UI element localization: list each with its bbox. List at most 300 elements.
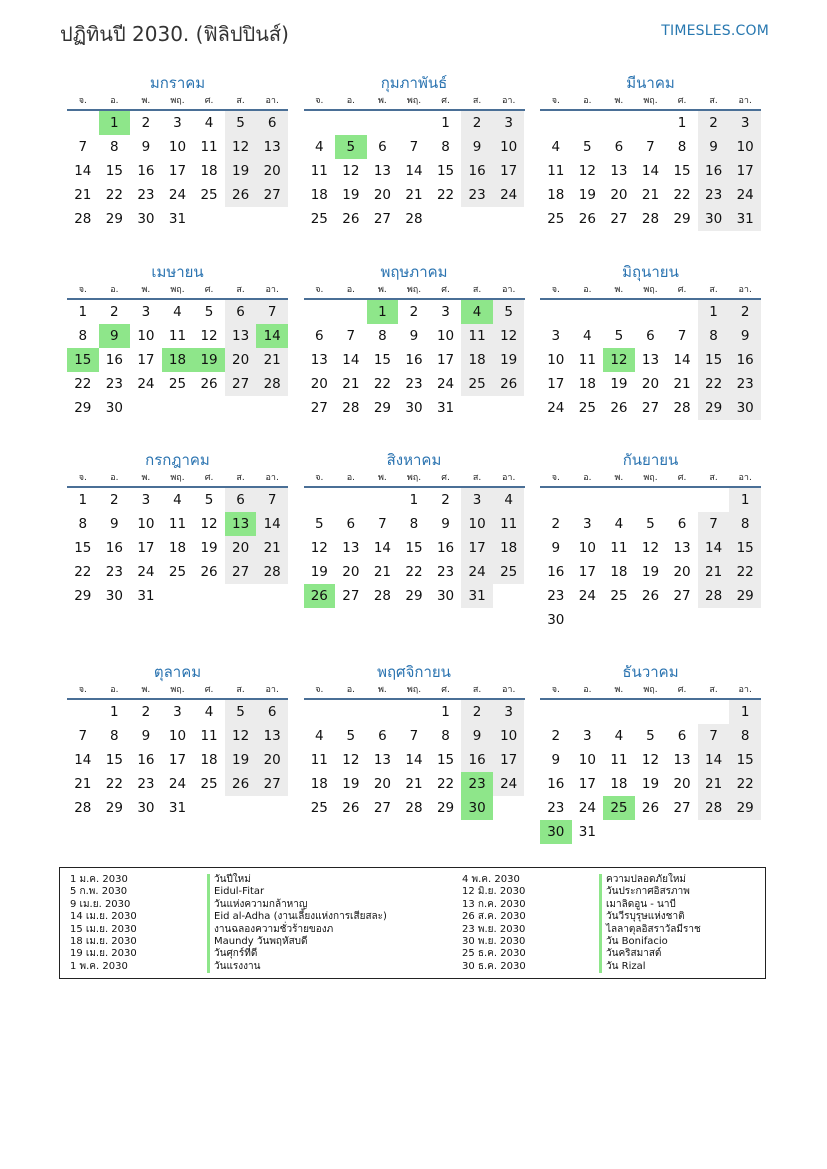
weekday-label: จ. [551, 473, 560, 483]
weekday-header [540, 683, 761, 700]
day-cell: 10 [493, 724, 525, 748]
day-cell: 21 [342, 376, 360, 392]
day-cell: 22 [105, 776, 123, 792]
day-cell: 11 [310, 163, 328, 179]
day-cell: 17 [461, 536, 493, 560]
weekday-label: อา. [265, 96, 279, 106]
day-cell: 11 [461, 324, 493, 348]
empty-day-cell [225, 584, 257, 608]
weekday-header [304, 94, 525, 111]
empty-day-cell [603, 608, 635, 632]
day-cell: 10 [578, 540, 596, 556]
empty-day-cell [572, 300, 604, 324]
day-cell: 23 [436, 564, 455, 580]
day-cell: 19 [578, 187, 596, 203]
day-cell: 8 [698, 324, 730, 348]
day-cell: 13 [673, 540, 691, 556]
week-row [304, 748, 525, 772]
empty-day-cell [493, 584, 525, 608]
day-cell: 4 [461, 300, 493, 324]
day-cell: 11 [578, 352, 596, 368]
day-cell: 2 [141, 115, 151, 131]
day-cell: 30 [698, 207, 730, 231]
day-cell: 11 [168, 516, 187, 532]
week-row [304, 396, 525, 420]
holiday-name: วันวีรบุรุษแห่งชาติ [599, 911, 685, 923]
day-cell: 16 [137, 752, 155, 768]
day-cell: 23 [105, 564, 123, 580]
day-cell: 27 [256, 183, 288, 207]
empty-day-cell [493, 207, 525, 231]
week-row [540, 560, 761, 584]
holiday-name: วันคริสมาสต์ [599, 948, 661, 960]
week-row [540, 608, 761, 632]
day-cell: 16 [547, 776, 565, 792]
week-row [304, 207, 525, 231]
day-cell: 8 [441, 139, 450, 155]
day-cell: 2 [461, 700, 493, 724]
week-row [67, 772, 288, 796]
weekday-label: พฤ. [643, 285, 658, 295]
holiday-name: วันแรงงาน [207, 961, 260, 973]
empty-day-cell [540, 488, 572, 512]
weekday-label: อา. [738, 685, 752, 695]
month-block [540, 261, 761, 420]
weekday-label: ส. [472, 285, 482, 295]
day-cell: 20 [641, 376, 660, 392]
day-cell: 26 [304, 584, 336, 608]
day-cell: 12 [200, 328, 218, 344]
day-cell: 5 [583, 139, 592, 155]
day-cell: 22 [698, 372, 730, 396]
empty-day-cell [603, 111, 635, 135]
holiday-column-left [60, 874, 387, 973]
holiday-date: 5 ก.พ. 2030 [70, 886, 128, 898]
weekday-label: อา. [738, 285, 752, 295]
month-row [67, 72, 761, 231]
day-cell: 16 [405, 352, 423, 368]
day-cell: 21 [373, 564, 391, 580]
day-cell: 3 [583, 728, 592, 744]
empty-day-cell [635, 700, 667, 724]
day-cell: 23 [729, 372, 761, 396]
day-cell: 21 [74, 187, 92, 203]
day-cell: 16 [105, 352, 123, 368]
empty-day-cell [729, 608, 761, 632]
day-cell: 30 [547, 612, 565, 628]
day-cell: 5 [646, 728, 655, 744]
month-row [67, 449, 761, 632]
day-cell: 14 [405, 752, 423, 768]
weekday-label: อ. [346, 285, 355, 295]
month-name: พฤษภาคม [380, 263, 448, 281]
weekday-label: อ. [583, 96, 592, 106]
day-cell: 23 [137, 187, 155, 203]
day-cell: 23 [105, 376, 123, 392]
week-row [304, 512, 525, 536]
day-cell: 6 [378, 728, 387, 744]
week-row [304, 772, 525, 796]
day-cell: 5 [646, 516, 655, 532]
weekday-header [540, 283, 761, 300]
day-cell: 13 [256, 135, 288, 159]
month-name: กรกฎาคม [145, 451, 210, 469]
day-cell: 9 [409, 328, 419, 344]
month-block [304, 449, 525, 632]
empty-day-cell [493, 396, 525, 420]
week-row [304, 796, 525, 820]
day-cell: 23 [547, 800, 565, 816]
day-cell: 14 [698, 748, 730, 772]
day-cell: 11 [610, 540, 628, 556]
empty-day-cell [461, 207, 493, 231]
week-row [540, 748, 761, 772]
empty-day-cell [130, 396, 162, 420]
day-cell: 12 [225, 724, 257, 748]
day-cell: 26 [641, 800, 660, 816]
empty-day-cell [256, 207, 288, 231]
day-cell: 4 [614, 516, 624, 532]
day-cell: 6 [225, 488, 257, 512]
empty-day-cell [225, 396, 257, 420]
holiday-date: 9 เม.ย. 2030 [70, 898, 131, 910]
empty-day-cell [698, 700, 730, 724]
weekday-header [67, 471, 288, 488]
day-cell: 10 [137, 328, 155, 344]
week-row [67, 584, 288, 608]
empty-day-cell [256, 396, 288, 420]
day-cell: 22 [105, 187, 123, 203]
day-cell: 23 [461, 772, 493, 796]
day-cell: 19 [641, 776, 660, 792]
day-cell: 24 [137, 376, 155, 392]
month-block [67, 661, 288, 844]
day-cell: 19 [610, 376, 628, 392]
day-cell: 13 [610, 163, 628, 179]
day-cell: 6 [256, 700, 288, 724]
month-row [67, 661, 761, 844]
weekday-label: อา. [265, 685, 279, 695]
holiday-list [59, 867, 766, 979]
empty-day-cell [635, 608, 667, 632]
day-cell: 1 [698, 300, 730, 324]
holiday-name: วัน Bonifacio [599, 936, 668, 948]
month-name: กุมภาพันธ์ [380, 74, 448, 92]
day-cell: 29 [729, 796, 761, 820]
weekday-label: อ. [346, 96, 355, 106]
day-cell: 27 [342, 588, 360, 604]
empty-day-cell [635, 111, 667, 135]
weekday-label: ส. [472, 685, 482, 695]
day-cell: 21 [256, 536, 288, 560]
day-cell: 31 [436, 400, 455, 416]
day-cell: 28 [405, 800, 423, 816]
day-cell: 30 [729, 396, 761, 420]
holiday-item [60, 886, 387, 898]
day-cell: 15 [105, 163, 123, 179]
empty-day-cell [225, 796, 257, 820]
day-cell: 27 [225, 372, 257, 396]
month-block [67, 72, 288, 231]
weekday-label: อ. [583, 685, 592, 695]
holiday-item [452, 924, 701, 936]
day-cell: 20 [225, 348, 257, 372]
week-row [67, 796, 288, 820]
day-cell: 3 [729, 111, 761, 135]
empty-day-cell [335, 111, 367, 135]
day-cell: 3 [461, 488, 493, 512]
day-cell: 1 [99, 111, 131, 135]
day-cell: 19 [193, 348, 225, 372]
day-cell: 7 [698, 512, 730, 536]
day-cell: 3 [141, 304, 151, 320]
holiday-item [452, 874, 701, 886]
weekday-label: พ. [141, 473, 151, 483]
day-cell: 13 [342, 540, 360, 556]
weekday-label: อา. [738, 473, 752, 483]
week-row [67, 300, 288, 324]
weekday-label: ส. [709, 473, 718, 483]
week-row [304, 724, 525, 748]
day-cell: 7 [78, 139, 88, 155]
day-cell: 3 [493, 700, 525, 724]
holiday-name: ไลลาตุลอิสราวัลมีราช [599, 924, 701, 936]
weekday-label: จ. [551, 96, 560, 106]
day-cell: 13 [641, 352, 660, 368]
day-cell: 6 [677, 728, 687, 744]
day-cell: 17 [578, 564, 596, 580]
day-cell: 30 [105, 588, 123, 604]
day-cell: 11 [610, 752, 628, 768]
day-cell: 15 [436, 752, 455, 768]
day-cell: 1 [78, 492, 88, 508]
day-cell: 10 [578, 752, 596, 768]
day-cell: 5 [493, 300, 525, 324]
day-cell: 8 [677, 139, 687, 155]
day-cell: 25 [493, 560, 525, 584]
day-cell: 28 [342, 400, 360, 416]
weekday-label: จ. [315, 685, 324, 695]
empty-day-cell [162, 396, 194, 420]
weekday-label: ศ. [441, 285, 450, 295]
day-cell: 11 [310, 752, 328, 768]
week-row [67, 159, 288, 183]
month-name: สิงหาคม [386, 451, 442, 469]
day-cell: 19 [342, 187, 360, 203]
holiday-column-right [452, 874, 701, 973]
day-cell: 22 [436, 187, 455, 203]
weekday-label: จ. [78, 685, 87, 695]
holiday-item [60, 899, 387, 911]
week-row [540, 348, 761, 372]
day-cell: 12 [641, 752, 660, 768]
weekday-label: ศ. [677, 685, 687, 695]
day-cell: 9 [141, 728, 151, 744]
week-row [540, 512, 761, 536]
day-cell: 11 [493, 512, 525, 536]
weekday-label: อ. [110, 96, 119, 106]
day-cell: 2 [698, 111, 730, 135]
empty-day-cell [635, 488, 667, 512]
empty-day-cell [304, 300, 336, 324]
empty-day-cell [698, 608, 730, 632]
day-cell: 20 [673, 776, 691, 792]
week-row [67, 348, 288, 372]
day-cell: 2 [441, 492, 450, 508]
empty-day-cell [603, 300, 635, 324]
day-cell: 13 [225, 512, 257, 536]
page-title: ปฏิทินปี 2030. (ฟิลิปปินส์) [60, 22, 289, 46]
empty-day-cell [666, 700, 698, 724]
brand-link[interactable]: TIMESLES.COM [661, 23, 769, 39]
day-cell: 18 [493, 536, 525, 560]
month-name: มิถุนายน [622, 263, 679, 281]
weekday-label: อา. [501, 473, 516, 483]
holiday-date: 19 เม.ย. 2030 [70, 948, 137, 960]
day-cell: 6 [256, 111, 288, 135]
day-cell: 30 [540, 820, 572, 844]
day-cell: 3 [141, 492, 151, 508]
weekday-label: ส. [236, 473, 245, 483]
day-cell: 27 [373, 800, 391, 816]
day-cell: 18 [610, 776, 628, 792]
weekday-label: ศ. [204, 473, 214, 483]
weekday-label: ศ. [204, 96, 214, 106]
weekday-header [304, 283, 525, 300]
day-cell: 12 [603, 348, 635, 372]
month-name: มกราคม [149, 74, 206, 92]
week-row [304, 372, 525, 396]
empty-day-cell [729, 820, 761, 844]
day-cell: 26 [342, 800, 360, 816]
day-cell: 13 [256, 724, 288, 748]
day-cell: 25 [310, 211, 328, 227]
day-cell: 28 [698, 796, 730, 820]
day-cell: 14 [405, 163, 423, 179]
day-cell: 8 [378, 328, 387, 344]
day-cell: 4 [614, 728, 624, 744]
month-name: เมษายน [151, 263, 204, 281]
day-cell: 15 [698, 348, 730, 372]
day-cell: 18 [200, 752, 218, 768]
day-cell: 7 [409, 139, 419, 155]
week-row [540, 396, 761, 420]
day-cell: 5 [335, 135, 367, 159]
month-name: มีนาคม [626, 74, 675, 92]
day-cell: 24 [168, 776, 187, 792]
day-cell: 31 [578, 824, 596, 840]
day-cell: 18 [310, 187, 328, 203]
weekday-label: ส. [472, 473, 482, 483]
empty-day-cell [572, 488, 604, 512]
day-cell: 5 [614, 328, 624, 344]
weekday-label: พฤ. [406, 96, 422, 106]
day-cell: 16 [461, 748, 493, 772]
weekday-header [540, 471, 761, 488]
day-cell: 22 [673, 187, 691, 203]
day-cell: 18 [200, 163, 218, 179]
day-cell: 4 [314, 728, 324, 744]
day-cell: 26 [342, 211, 360, 227]
day-cell: 2 [551, 728, 561, 744]
day-cell: 20 [610, 187, 628, 203]
empty-day-cell [572, 111, 604, 135]
day-cell: 29 [729, 584, 761, 608]
month-name: พฤศจิกายน [377, 663, 451, 681]
day-cell: 12 [225, 135, 257, 159]
day-cell: 3 [173, 115, 182, 131]
day-cell: 3 [173, 704, 182, 720]
weekday-label: ศ. [677, 96, 687, 106]
holiday-date: 30 ธ.ค. 2030 [462, 960, 526, 972]
weekday-label: จ. [315, 473, 324, 483]
week-row [540, 207, 761, 231]
day-cell: 10 [168, 139, 187, 155]
day-cell: 26 [200, 564, 218, 580]
day-cell: 18 [162, 348, 194, 372]
day-cell: 22 [373, 376, 391, 392]
day-cell: 3 [441, 304, 450, 320]
day-cell: 28 [673, 400, 691, 416]
day-cell: 9 [461, 135, 493, 159]
week-row [304, 348, 525, 372]
week-row [67, 372, 288, 396]
day-cell: 27 [673, 588, 691, 604]
weekday-label: พ. [378, 473, 387, 483]
week-row [67, 324, 288, 348]
weekday-label: อา. [265, 285, 279, 295]
day-cell: 24 [436, 376, 455, 392]
holiday-item [452, 911, 701, 923]
empty-day-cell [635, 300, 667, 324]
empty-day-cell [256, 796, 288, 820]
week-row [67, 724, 288, 748]
weekday-label: จ. [315, 96, 324, 106]
day-cell: 15 [373, 352, 391, 368]
empty-day-cell [398, 111, 430, 135]
day-cell: 16 [137, 163, 155, 179]
day-cell: 21 [698, 772, 730, 796]
week-row [304, 700, 525, 724]
day-cell: 28 [641, 211, 660, 227]
day-cell: 30 [105, 400, 123, 416]
day-cell: 21 [256, 348, 288, 372]
empty-day-cell [398, 700, 430, 724]
holiday-name: วันประกาศอิสรภาพ [599, 886, 690, 898]
weekday-label: พฤ. [406, 473, 422, 483]
month-block [304, 72, 525, 231]
empty-day-cell [335, 300, 367, 324]
weekday-label: จ. [78, 285, 87, 295]
holiday-name: เมาลิดอูน - นาบี [599, 899, 676, 911]
day-cell: 15 [405, 540, 423, 556]
empty-day-cell [304, 111, 336, 135]
empty-day-cell [193, 796, 225, 820]
day-cell: 9 [551, 752, 561, 768]
empty-day-cell [603, 820, 635, 844]
day-cell: 8 [78, 328, 88, 344]
empty-day-cell [635, 820, 667, 844]
holiday-date: 25 ธ.ค. 2030 [462, 948, 526, 960]
day-cell: 30 [137, 800, 155, 816]
day-cell: 22 [436, 776, 455, 792]
day-cell: 24 [547, 400, 565, 416]
week-row [540, 700, 761, 724]
day-cell: 5 [204, 304, 214, 320]
day-cell: 19 [310, 564, 328, 580]
day-cell: 6 [314, 328, 324, 344]
empty-day-cell [335, 488, 367, 512]
